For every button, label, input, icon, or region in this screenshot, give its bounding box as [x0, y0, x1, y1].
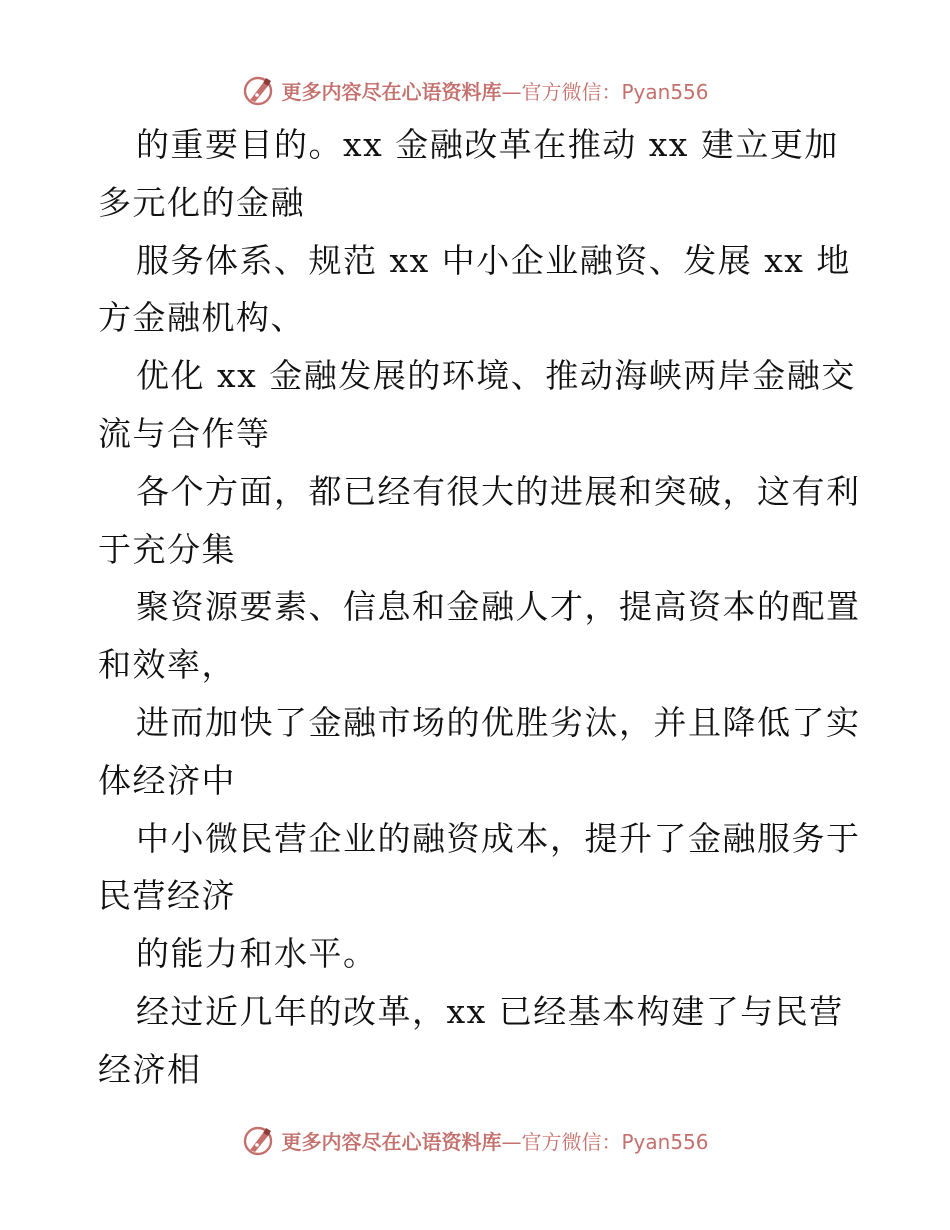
paragraph-line: 体经济中 [98, 760, 236, 800]
header-watermark [0, 70, 950, 110]
watermark-text: 更多内容尽在心语资料库—官方微信：Pyan556 [281, 1129, 709, 1154]
paragraph-line: 多元化的金融 [98, 182, 305, 222]
paragraph-line: 于充分集 [98, 529, 236, 569]
pen-nib-logo-icon [241, 73, 275, 107]
paragraph-line: 优化 xx 金融发展的环境、推动海峡两岸金融交 [136, 356, 856, 396]
paragraph-line: 和效率， [98, 645, 236, 685]
paragraph-line: 流与合作等 [98, 413, 271, 453]
watermark-text: 更多内容尽在心语资料库—官方微信：Pyan556 [281, 79, 709, 104]
paragraph-line: 进而加快了金融市场的优胜劣汰，并且降低了实 [136, 702, 861, 742]
paragraph-line: 聚资源要素、信息和金融人才，提高资本的配置 [136, 587, 861, 627]
watermark-group [241, 73, 708, 107]
footer-watermark [0, 1120, 950, 1160]
paragraph-line: 方金融机构、 [98, 298, 305, 338]
paragraph-line: 服务体系、规范 xx 中小企业融资、发展 xx 地 [136, 240, 851, 280]
paragraph-line: 各个方面，都已经有很大的进展和突破，这有利 [136, 471, 861, 511]
pen-nib-logo-icon [241, 1123, 275, 1157]
paragraph-line: 的能力和水平。 [136, 934, 378, 974]
document-body [98, 116, 861, 1099]
paragraph-line: 中小微民营企业的融资成本，提升了金融服务于 [136, 818, 861, 858]
paragraph-line: 经过近几年的改革，xx 已经基本构建了与民营 [136, 991, 844, 1031]
paragraph-line: 经济相 [98, 1049, 202, 1089]
paragraph-line: 的重要目的。xx 金融改革在推动 xx 建立更加 [136, 125, 839, 164]
paragraph-line: 民营经济 [98, 876, 236, 916]
watermark-group [241, 1123, 708, 1157]
